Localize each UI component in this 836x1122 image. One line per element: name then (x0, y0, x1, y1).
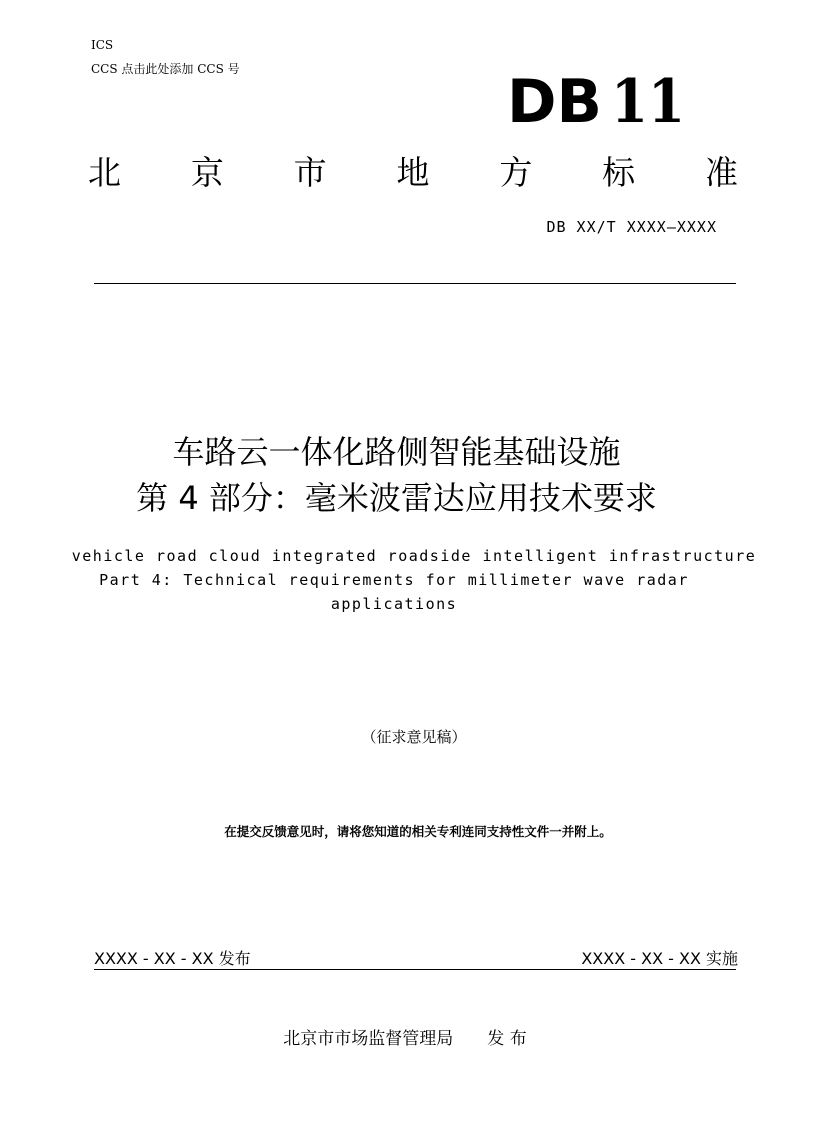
title-english-line-3: applications (330, 595, 458, 613)
draft-status: （征求意见稿） (361, 728, 467, 746)
title-char: 北 (88, 153, 121, 192)
title-english-line-2: Part 4: Technical requirements for millimeter wave radar (99, 571, 689, 589)
patent-notice: 在提交反馈意见时，请将您知道的相关专利连同支持性文件一并附上。 (224, 824, 612, 839)
svg-text:DB: DB (507, 67, 602, 137)
implementation-date: XXXX - XX - XX 实施 (581, 949, 738, 968)
issuer-action: 发 布 (487, 1029, 527, 1049)
issue-date: XXXX - XX - XX 发布 (94, 949, 251, 968)
db11-logo (507, 67, 685, 137)
title-english-line-1: vehicle road cloud integrated roadside intelligent infrastructure (71, 547, 757, 565)
top-divider (94, 283, 736, 284)
standard-number: DB XX/T XXXX—XXXX (546, 218, 717, 236)
title-chinese-line-2: 第 4 部分：毫米波雷达应用技术要求 (136, 479, 657, 517)
title-char: 地 (396, 153, 430, 192)
title-char: 市 (293, 153, 327, 192)
issuer-name: 北京市市场监督管理局 (283, 1029, 454, 1049)
ccs-placeholder[interactable]: CCS 点击此处添加 CCS 号 (91, 62, 240, 76)
title-chinese-line-1: 车路云一体化路侧智能基础设施 (172, 433, 621, 471)
title-char: 方 (499, 153, 533, 192)
title-char: 京 (190, 153, 224, 192)
bottom-divider (94, 969, 736, 970)
ics-label: ICS (91, 38, 114, 52)
issuer (0, 1024, 810, 1049)
title-char: 标 (602, 153, 636, 192)
title-char: 准 (704, 153, 738, 192)
svg-text:11: 11 (611, 67, 685, 137)
standard-category-title (88, 151, 738, 195)
